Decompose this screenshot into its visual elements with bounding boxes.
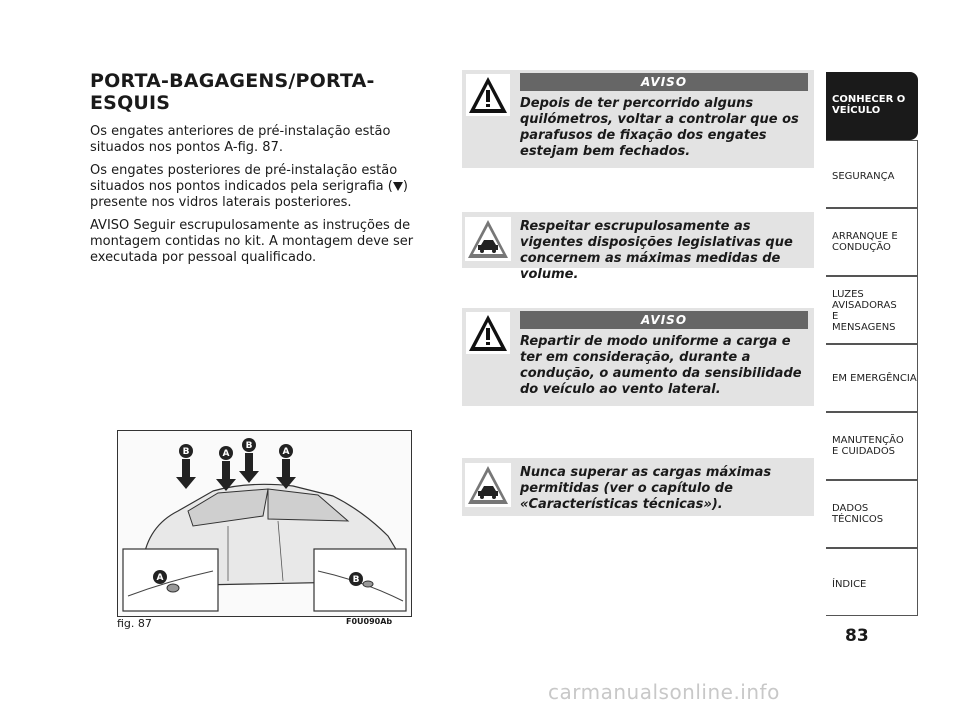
sidebar-item-label: ARRANQUE E CONDUÇÃO xyxy=(832,231,898,253)
vehicle-load-icon xyxy=(465,217,511,261)
note-box xyxy=(462,212,814,282)
figure-label: B xyxy=(245,441,253,451)
sidebar-item-dados-tecnicos[interactable] xyxy=(826,480,918,548)
sidebar-item-manutencao-e-cuidados[interactable] xyxy=(826,412,918,480)
warning-icon xyxy=(466,312,510,354)
sidebar-item-arranque-e-conducao[interactable] xyxy=(826,208,918,276)
sidebar-item-luzes-avisadoras[interactable] xyxy=(826,276,918,344)
warning-box xyxy=(462,70,814,168)
watermark-footer: carmanualsonline.info xyxy=(548,680,780,704)
warning-box xyxy=(462,308,814,406)
warning-header: AVISO xyxy=(520,311,808,329)
sidebar-item-label: CONHECER O VEÍCULO xyxy=(832,94,906,116)
warning-text xyxy=(520,96,805,160)
car-roof-rack-illustration xyxy=(118,431,411,616)
figure-label: B xyxy=(182,447,190,457)
note-text: Nunca superar as cargas máximas permitidas (ver o capítulo de «Características técnicas»). xyxy=(520,465,772,512)
figure-caption: fig. 87 xyxy=(117,617,152,630)
sidebar-item-label: LUZES AVISADORAS E MENSAGENS xyxy=(832,289,897,333)
sidebar-item-em-emergencia[interactable] xyxy=(826,344,918,412)
sidebar-item-conhecer-o-veiculo[interactable] xyxy=(826,72,918,140)
paragraph-rear-mounts-part2: ) presente nos vidros laterais posteriores. xyxy=(90,179,408,210)
vehicle-load-icon xyxy=(465,463,511,507)
sidebar-item-seguranca[interactable] xyxy=(826,140,918,208)
paragraph-rear-mounts xyxy=(90,163,445,211)
warning-text: Repartir de modo uniforme a carga e ter em consideração, durante a condução, o aumento da sensibilidade do veículo ao vento lateral. xyxy=(520,334,802,397)
section-title: PORTA-BAGAGENS/PORTA-ESQUIS xyxy=(90,70,375,114)
sidebar-item-label: MANUTENÇÃO E CUIDADOS xyxy=(832,435,904,457)
sidebar-item-label: DADOS TÉCNICOS xyxy=(832,503,884,525)
note-text: Respeitar escrupulosamente as vigentes disposições legislativas que concernem as máximas medidas de volume. xyxy=(520,219,793,282)
paragraph-rear-mounts-part1: Os engates posteriores de pré-instalação estão situados nos pontos indicados pela serigrafia ( xyxy=(90,163,398,194)
figure-code: F0U090Ab xyxy=(346,617,393,626)
paragraph-front-mounts: Os engates anteriores de pré-instalação estão situados nos pontos A-fig. 87. xyxy=(90,124,391,155)
warning-text-content: Depois de ter percorrido alguns quilómetros, voltar a controlar que os parafusos de fixação dos engates estejam bem fechados. xyxy=(520,96,799,159)
figure-label: A xyxy=(282,447,290,457)
warning-header: AVISO xyxy=(520,73,808,91)
sidebar-item-label: ÍNDICE xyxy=(832,579,867,590)
warning-icon xyxy=(466,74,510,116)
paragraph-instructions: AVISO Seguir escrupulosamente as instruções de montagem contidas no kit. A montagem deve ser executada por pessoal qualificado. xyxy=(90,218,414,265)
figure-label: A xyxy=(156,573,164,583)
main-text-column xyxy=(90,70,445,273)
down-triangle-icon xyxy=(393,182,403,191)
page-number: 83 xyxy=(845,626,869,646)
figure-label: A xyxy=(222,449,230,459)
figure-label: B xyxy=(352,575,360,585)
sidebar-item-label: EM EMERGÊNCIA xyxy=(832,373,917,384)
sidebar-item-indice[interactable] xyxy=(826,548,918,616)
sidebar-item-label: SEGURANÇA xyxy=(832,171,895,182)
note-box xyxy=(462,458,814,516)
figure-87 xyxy=(117,430,412,617)
